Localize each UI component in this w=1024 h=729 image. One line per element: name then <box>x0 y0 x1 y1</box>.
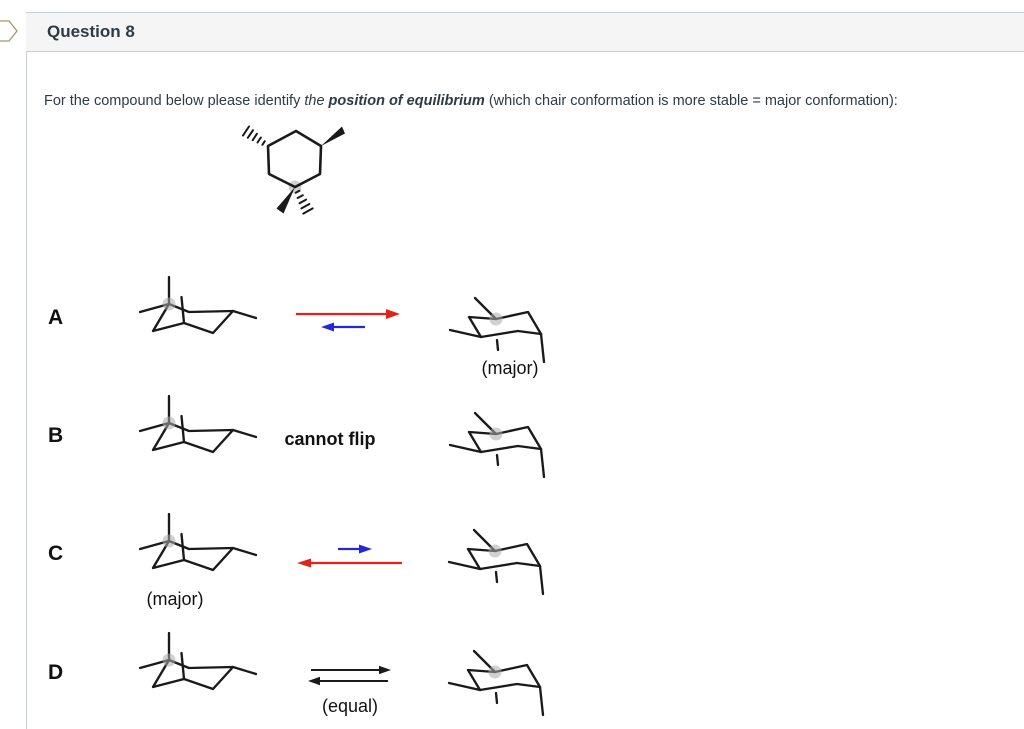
chair-conformation-right-d <box>445 637 555 729</box>
compound-structure <box>225 114 385 229</box>
chair-conformation-left-b <box>134 388 264 473</box>
equilibrium-arrows-favor-left <box>288 538 408 573</box>
major-label-c: (major) <box>146 589 204 609</box>
question-text-prefix: For the compound below please identify <box>44 93 305 109</box>
chair-conformation-right-b <box>446 399 556 494</box>
chair-conformation-right-c <box>445 516 555 611</box>
major-label-a: (major) <box>481 358 539 378</box>
chair-conformation-left-c <box>134 506 264 591</box>
equilibrium-arrows-equal <box>303 659 398 694</box>
question-header <box>26 12 1024 52</box>
question-text-bold-italic: position of equilibrium <box>328 93 485 109</box>
option-letter-c: C <box>48 542 64 565</box>
equilibrium-arrows-favor-right <box>288 303 408 338</box>
question-text-suffix: (which chair conformation is more stable = major conformation): <box>484 93 898 109</box>
question-title: Question 8 <box>47 22 135 41</box>
option-letter-b: B <box>48 424 64 447</box>
cannot-flip-label: cannot flip <box>284 429 376 449</box>
option-letter-a: A <box>48 306 64 329</box>
chair-conformation-left-d <box>134 625 264 710</box>
chair-conformation-left-a <box>134 269 264 354</box>
equal-label: (equal) <box>321 696 379 716</box>
option-letter-d: D <box>48 661 64 684</box>
question-marker-icon[interactable] <box>0 20 18 42</box>
question-text-italic: the <box>304 93 329 109</box>
question-text <box>44 93 994 109</box>
